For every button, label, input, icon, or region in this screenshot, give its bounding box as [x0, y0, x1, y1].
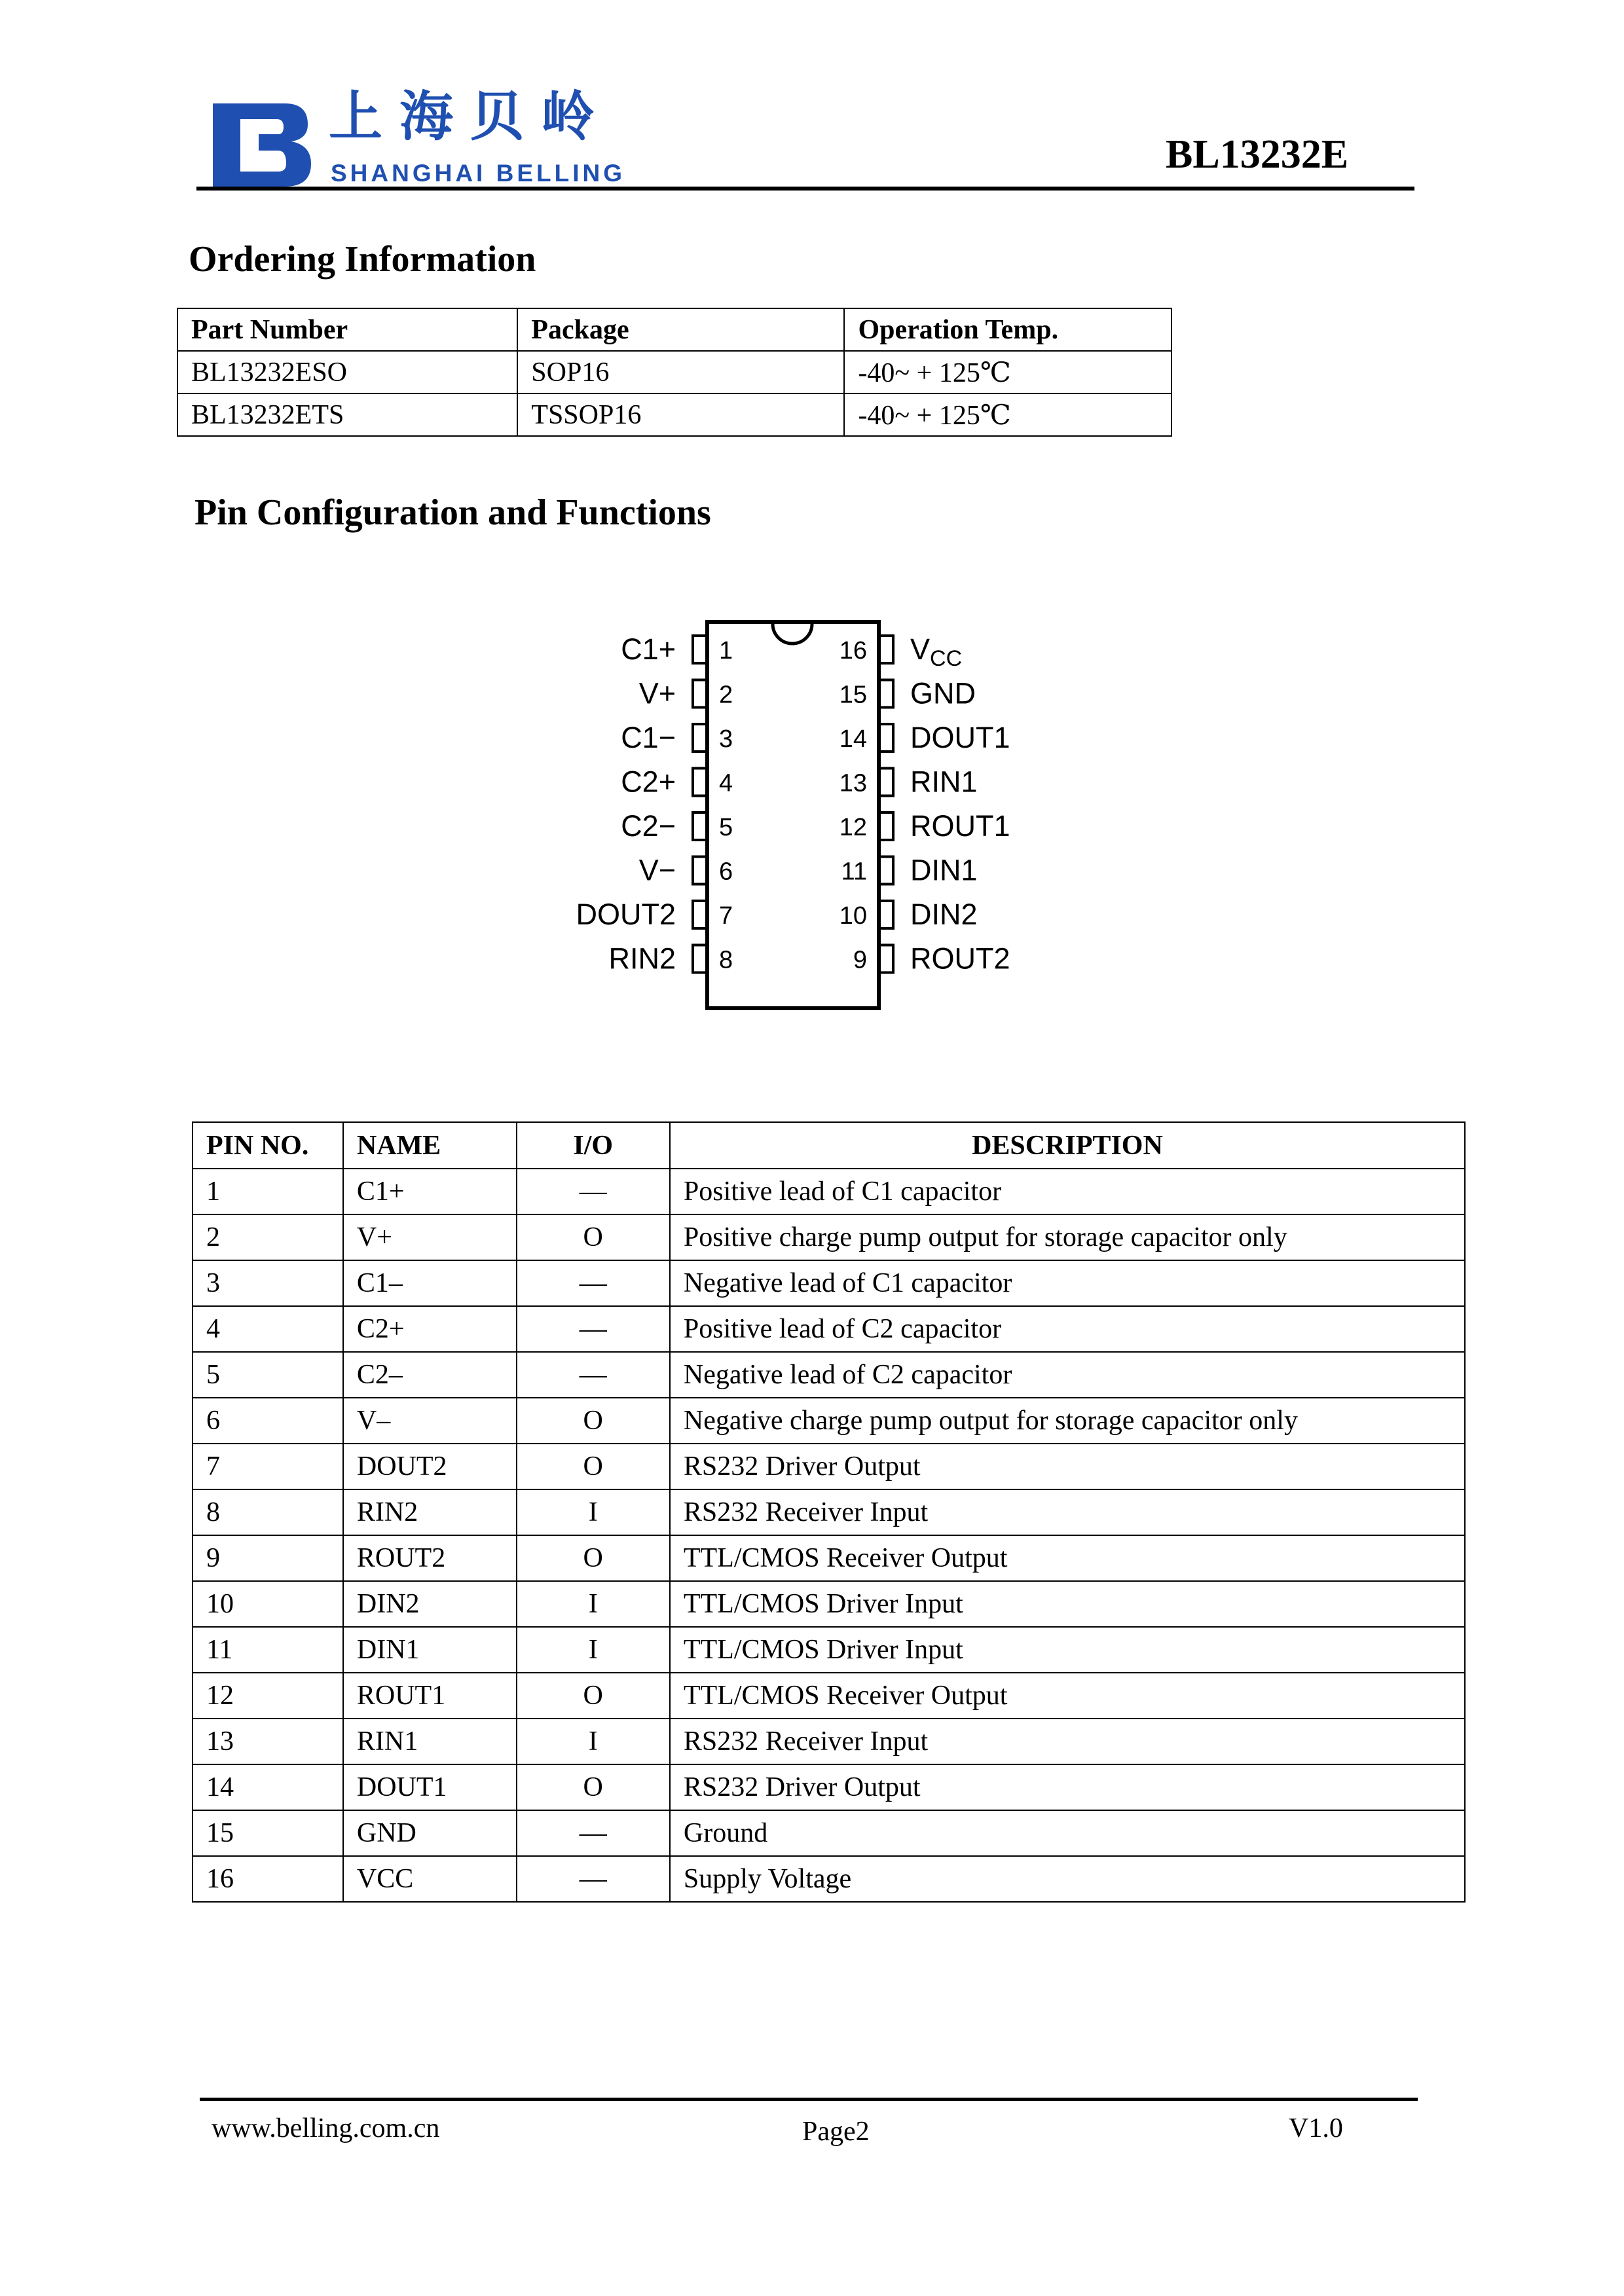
pin-number-cell: 8 — [193, 1489, 343, 1535]
pin-lead — [879, 812, 893, 840]
pin-label: C2+ — [621, 765, 676, 799]
pin-number-cell: 1 — [193, 1169, 343, 1214]
pin-name-cell: ROUT2 — [343, 1535, 517, 1581]
pin-description-cell: TTL/CMOS Driver Input — [670, 1581, 1465, 1627]
pin-number-cell: 13 — [193, 1719, 343, 1764]
pin-lead — [693, 724, 707, 752]
pin-description-cell: RS232 Receiver Input — [670, 1489, 1465, 1535]
pin-io-cell: — — [517, 1306, 670, 1352]
pin-number: 7 — [719, 902, 733, 930]
pin-name-cell: GND — [343, 1810, 517, 1856]
pin-number-cell: 2 — [193, 1214, 343, 1260]
pin-lead — [693, 769, 707, 796]
pin-description-cell: RS232 Receiver Input — [670, 1719, 1465, 1764]
pin-io-cell: I — [517, 1581, 670, 1627]
part-number-cell: BL13232ESO — [177, 351, 517, 393]
pin-number-cell: 12 — [193, 1673, 343, 1719]
pin-lead — [693, 636, 707, 663]
table-header-row — [177, 308, 1172, 351]
pin-description-cell: RS232 Driver Output — [670, 1444, 1465, 1489]
column-header: Part Number — [177, 308, 517, 351]
pin-number-cell: 6 — [193, 1398, 343, 1444]
pin-description-cell: TTL/CMOS Driver Input — [670, 1627, 1465, 1673]
pin-name-cell: RIN1 — [343, 1719, 517, 1764]
column-header: Package — [517, 308, 844, 351]
pin-description-cell: Negative charge pump output for storage capacitor only — [670, 1398, 1465, 1444]
pin-description-cell: TTL/CMOS Receiver Output — [670, 1535, 1465, 1581]
pin-io-cell: — — [517, 1260, 670, 1306]
pin-label: C2− — [621, 809, 676, 843]
pin-name-cell: DIN2 — [343, 1581, 517, 1627]
pin-label: V− — [638, 853, 676, 887]
pin-name-cell: V– — [343, 1398, 517, 1444]
pin-number: 2 — [719, 681, 733, 709]
table-row — [193, 1673, 1465, 1719]
pin-number-cell: 9 — [193, 1535, 343, 1581]
pin-label: DOUT2 — [576, 898, 676, 931]
package-cell: TSSOP16 — [517, 393, 844, 436]
pin-label: C1− — [621, 721, 676, 754]
pin-name-cell: VCC — [343, 1856, 517, 1902]
table-row — [193, 1719, 1465, 1764]
pin-description-cell: TTL/CMOS Receiver Output — [670, 1673, 1465, 1719]
pin-lead — [879, 680, 893, 708]
pin-number-cell: 15 — [193, 1810, 343, 1856]
pin-name-cell: C1+ — [343, 1169, 517, 1214]
column-header-pin-no: PIN NO. — [193, 1122, 343, 1169]
pin-number: 15 — [839, 681, 867, 709]
header-divider — [196, 187, 1414, 191]
pin-lead — [879, 945, 893, 973]
footer-version: V1.0 — [1289, 2113, 1343, 2143]
pin-number: 6 — [719, 858, 733, 886]
pin-name-cell: C2+ — [343, 1306, 517, 1352]
pin-lead — [879, 724, 893, 752]
table-row — [193, 1856, 1465, 1902]
pin-name-cell: DIN1 — [343, 1627, 517, 1673]
table-row — [193, 1398, 1465, 1444]
pin-label: RIN1 — [910, 765, 978, 799]
pinout-diagram — [557, 615, 1028, 1021]
pin-number: 1 — [719, 637, 733, 665]
company-name-chinese: 上海贝岭 — [329, 86, 612, 148]
pin-function-table — [192, 1121, 1466, 1903]
pin-description-cell: Positive lead of C2 capacitor — [670, 1306, 1465, 1352]
pin-description-cell: RS232 Driver Output — [670, 1764, 1465, 1810]
table-row — [177, 351, 1172, 393]
pin-label: C1+ — [621, 632, 676, 666]
ordering-info-title: Ordering Information — [189, 239, 536, 280]
part-number-cell: BL13232ETS — [177, 393, 517, 436]
pin-lead — [879, 901, 893, 928]
pin-io-cell: O — [517, 1673, 670, 1719]
footer-page-number: Page2 — [802, 2117, 870, 2147]
pin-name-cell: DOUT1 — [343, 1764, 517, 1810]
pin-description-cell: Negative lead of C1 capacitor — [670, 1260, 1465, 1306]
pin-number-cell: 16 — [193, 1856, 343, 1902]
pin-name-cell: V+ — [343, 1214, 517, 1260]
pin-label-main: V — [910, 632, 931, 666]
pin-label: RIN2 — [608, 941, 676, 975]
footer-divider — [200, 2098, 1418, 2101]
pin-number: 13 — [839, 769, 867, 797]
pin-io-cell: O — [517, 1214, 670, 1260]
temp-cell: -40~ + 125℃ — [844, 351, 1172, 393]
pin-number: 4 — [719, 769, 733, 797]
table-row — [193, 1535, 1465, 1581]
pin-number-cell: 14 — [193, 1764, 343, 1810]
footer-website: www.belling.com.cn — [212, 2113, 440, 2143]
company-logo-icon — [213, 98, 311, 187]
pin-io-cell: — — [517, 1810, 670, 1856]
pin-number-cell: 10 — [193, 1581, 343, 1627]
pin-io-cell: O — [517, 1398, 670, 1444]
pin-number-cell: 3 — [193, 1260, 343, 1306]
pin-label: DIN1 — [910, 853, 978, 887]
pin-io-cell: O — [517, 1764, 670, 1810]
pin-label: ROUT1 — [910, 809, 1010, 843]
pin-io-cell: — — [517, 1352, 670, 1398]
pin-description-cell: Negative lead of C2 capacitor — [670, 1352, 1465, 1398]
pin-number: 8 — [719, 946, 733, 974]
pin-name-cell: ROUT1 — [343, 1673, 517, 1719]
pin-io-cell: — — [517, 1856, 670, 1902]
pin-name-cell: RIN2 — [343, 1489, 517, 1535]
pin1-notch — [773, 624, 812, 644]
pin-description-cell: Supply Voltage — [670, 1856, 1465, 1902]
pin-lead — [693, 945, 707, 973]
pin-io-cell: — — [517, 1169, 670, 1214]
pin-label-subscript: CC — [930, 646, 963, 671]
pin-config-title: Pin Configuration and Functions — [194, 492, 711, 533]
pin-lead — [879, 857, 893, 884]
column-header-name: NAME — [343, 1122, 517, 1169]
table-row — [177, 393, 1172, 436]
table-row — [193, 1169, 1465, 1214]
pin-io-cell: I — [517, 1719, 670, 1764]
pin-number: 5 — [719, 814, 733, 841]
pin-number: 9 — [853, 946, 867, 974]
pin-number: 12 — [839, 814, 867, 841]
table-header-row — [193, 1122, 1465, 1169]
pin-name-cell: C2– — [343, 1352, 517, 1398]
pin-label: DOUT1 — [910, 721, 1010, 754]
table-row — [193, 1352, 1465, 1398]
pin-io-cell: I — [517, 1627, 670, 1673]
column-header: Operation Temp. — [844, 308, 1172, 351]
pin-description-cell: Positive charge pump output for storage capacitor only — [670, 1214, 1465, 1260]
pin-lead — [693, 812, 707, 840]
pin-number: 10 — [839, 902, 867, 930]
table-row — [193, 1444, 1465, 1489]
pin-name-cell: C1– — [343, 1260, 517, 1306]
pin-description-cell: Positive lead of C1 capacitor — [670, 1169, 1465, 1214]
pin-label: GND — [910, 676, 976, 710]
document-id: BL13232E — [1166, 132, 1349, 177]
table-row — [193, 1489, 1465, 1535]
package-cell: SOP16 — [517, 351, 844, 393]
column-header-io: I/O — [517, 1122, 670, 1169]
table-row — [193, 1214, 1465, 1260]
pin-number: 14 — [839, 725, 867, 753]
pin-io-cell: I — [517, 1489, 670, 1535]
pin-lead — [879, 769, 893, 796]
table-row — [193, 1810, 1465, 1856]
pin-description-cell: Ground — [670, 1810, 1465, 1856]
pin-number: 11 — [841, 858, 867, 886]
pin-label: ROUT2 — [910, 941, 1010, 975]
pin-io-cell: O — [517, 1444, 670, 1489]
company-name-english: SHANGHAI BELLING — [331, 160, 625, 187]
pin-number-cell: 11 — [193, 1627, 343, 1673]
pin-lead — [693, 857, 707, 884]
pin-lead — [693, 901, 707, 928]
pin-label: V+ — [638, 676, 676, 710]
table-row — [193, 1764, 1465, 1810]
pin-name-cell: DOUT2 — [343, 1444, 517, 1489]
pin-label — [910, 632, 962, 671]
table-row — [193, 1581, 1465, 1627]
pin-label: DIN2 — [910, 898, 978, 931]
pin-lead — [879, 636, 893, 663]
pin-number: 3 — [719, 725, 733, 753]
table-row — [193, 1627, 1465, 1673]
pin-number-cell: 5 — [193, 1352, 343, 1398]
pin-lead — [693, 680, 707, 708]
pin-io-cell: O — [517, 1535, 670, 1581]
pin-number: 16 — [839, 637, 867, 665]
table-row — [193, 1306, 1465, 1352]
pin-number-cell: 4 — [193, 1306, 343, 1352]
pin-number-cell: 7 — [193, 1444, 343, 1489]
table-row — [193, 1260, 1465, 1306]
column-header-description: DESCRIPTION — [670, 1122, 1465, 1169]
ordering-table — [177, 308, 1172, 437]
temp-cell: -40~ + 125℃ — [844, 393, 1172, 436]
